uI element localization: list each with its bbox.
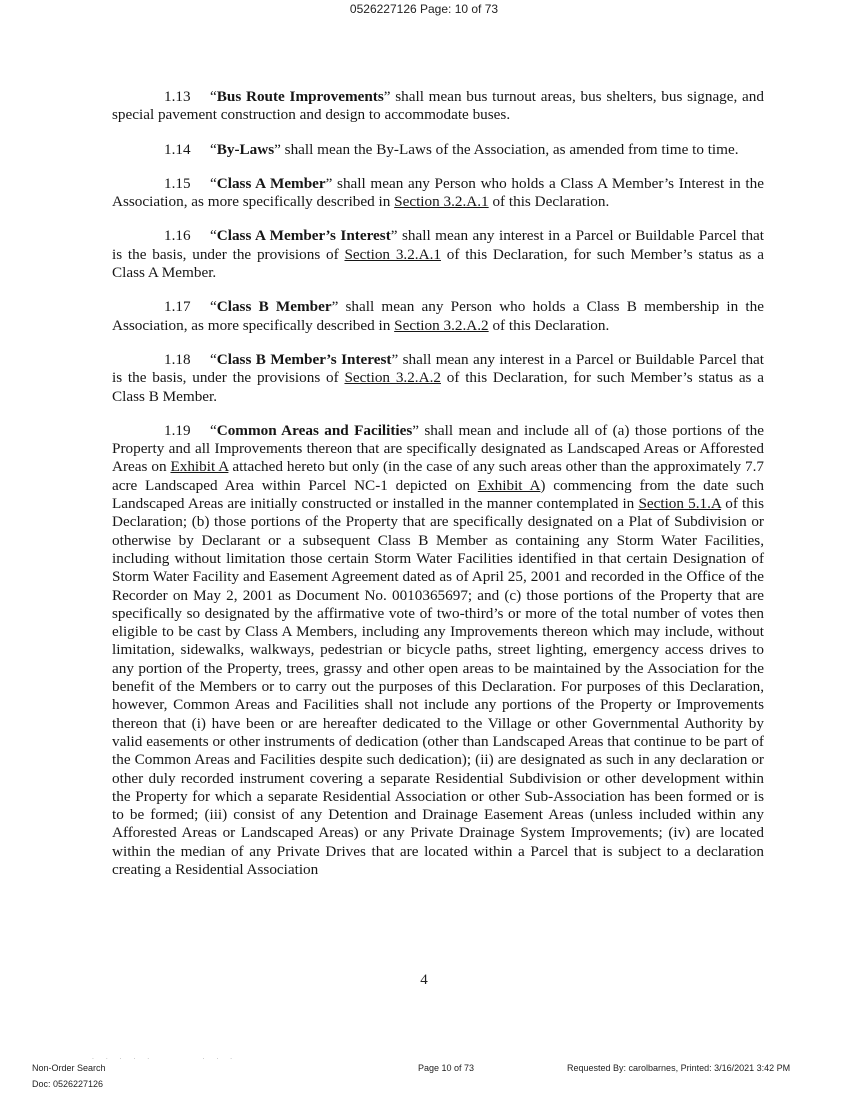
definition-text: ” shall mean and include all of (a) those portions of the Property and all Improvements thereon that are specifically designated as Landscaped Areas or Afforested Areas on — [112, 421, 764, 476]
document-body — [112, 88, 764, 895]
defined-term: By-Laws — [216, 140, 275, 158]
section-number: 1.14 — [164, 140, 191, 158]
definition-text: “ — [210, 350, 217, 368]
section-number: 1.19 — [164, 421, 191, 439]
defined-term: Class B Member’s Interest — [216, 350, 392, 368]
definition-text: “ — [210, 140, 217, 158]
section-number: 1.18 — [164, 350, 191, 368]
section-number: 1.16 — [164, 227, 191, 245]
definition-text: ” shall mean the By-Laws of the Association, as amended from time to time. — [274, 140, 739, 158]
document-page-header: 0526227126 Page: 10 of 73 — [349, 2, 499, 16]
definition-paragraph — [112, 88, 764, 125]
section-reference: Section 3.2.A.2 — [344, 369, 441, 387]
section-number: 1.17 — [164, 298, 191, 316]
definition-text: ” shall mean any interest in a Parcel or Buildable Parcel that is the basis, under the provisions of — [112, 227, 765, 263]
definition-text: ) commencing from the date such Landscaped Areas are initially constructed or installed in the manner contemplated in — [112, 476, 764, 513]
definition-paragraph — [112, 422, 764, 879]
section-reference: Exhibit A — [170, 458, 229, 476]
definition-text: “ — [210, 174, 217, 192]
definition-text: ” shall mean any Person who holds a Class B membership in the Association, as more specifically described in — [112, 298, 764, 334]
definition-paragraph — [112, 227, 764, 282]
section-number: 1.13 — [164, 88, 191, 105]
section-number: 1.15 — [164, 174, 191, 192]
defined-term: Common Areas and Facilities — [216, 421, 413, 439]
definition-text: of this Declaration; (b) those portions of the Property that are specifically designated on a Plat of Subdivision or otherwise by Declarant or a subsequent Class B Member as containing any Storm Water Facilities, including without limitation those certain Storm Water Facilities identified in that certain Designation of Storm Water Facility and Easement Agreement dated as of April 25, 2001 and recorded in the Office of the Recorder on May 2, 2001 as Document No. 0010365697; and (c) those portions of the Property that are specifically so designated by the affirmative vote of two-third’s or more of the total number of votes then eligible to be cast by Class A Members, including any Improvements thereon which may include, without limitation, sidewalks, walkways, pedestrian or bicycle paths, street lighting, emergency access drives to any portion of the Property, trees, grassy and other open areas to be maintained by the Association for the benefit of the Members or to carry out the purposes of this Declaration. For purposes of this Declaration, however, Common Areas and Facilities shall not include any portions of the Property or Improvements thereon that (i) have been or are hereafter dedicated to the Village or other Governmental Authority by valid easements or other instruments of dedication (other than Landscaped Areas that continue to be part of the Common Areas and Facilities despite such dedication); (ii) are designated as such in any declaration or other duly recorded instrument covering a separate Residential Subdivision or other development within the Property for which a separate Residential Association or other Sub-Association has been formed or is to be formed; (iii) consist of any Detention and Drainage Easement Areas (unless included within any Afforested Areas or Landscaped Areas) or any Private Drainage System Improvements; (iv) are located within the median of any Private Drives that are located within a Parcel that is subject to a declaration creating a Residential Association — [112, 495, 764, 878]
defined-term: Bus Route Improvements — [216, 88, 384, 105]
definition-paragraph — [112, 175, 764, 212]
section-reference: Section 3.2.A.1 — [394, 193, 489, 211]
scan-specks: . . . . . . . . — [92, 1054, 238, 1061]
definition-text: of this Declaration. — [488, 193, 610, 211]
definition-text: “ — [210, 421, 217, 439]
footer-requested-by: Requested By: carolbarnes, Printed: 3/16/2021 3:42 PM — [567, 1063, 791, 1073]
section-reference: Section 3.2.A.1 — [344, 245, 441, 263]
definition-text: ” shall mean any Person who holds a Class A Member’s Interest in the Association, as more specifically described in — [112, 174, 764, 211]
definition-paragraph — [112, 351, 764, 406]
definition-paragraph — [112, 298, 764, 335]
section-reference: Section 5.1.A — [638, 495, 722, 513]
definition-text: of this Declaration. — [488, 316, 610, 334]
defined-term: Class A Member’s Interest — [216, 227, 391, 245]
footer-search-type: Non-Order Search — [32, 1063, 106, 1073]
definition-text: of this Declaration, for such Member’s status as a Class A Member. — [112, 245, 764, 282]
footer-page-count: Page 10 of 73 — [418, 1063, 475, 1073]
definition-text: “ — [210, 227, 217, 245]
definition-text: of this Declaration, for such Member’s status as a Class B Member. — [112, 369, 764, 405]
definition-text: ” shall mean any interest in a Parcel or Buildable Parcel that is the basis, under the provisions of — [112, 350, 764, 387]
page-number: 4 — [420, 972, 428, 988]
section-reference: Section 3.2.A.2 — [394, 316, 489, 334]
section-reference: Exhibit A — [477, 476, 541, 494]
defined-term: Class A Member — [216, 174, 326, 192]
definition-text: “ — [210, 298, 217, 316]
definition-text: ” shall mean bus turnout areas, bus shelters, bus signage, and special pavement construction and design to accommodate buses. — [112, 88, 764, 124]
definition-text: “ — [210, 88, 217, 105]
definition-text: attached hereto but only (in the case of any such areas other than the approximately 7.7 acre Landscaped Area within Parcel NC-1 depicted on — [112, 458, 764, 494]
footer-doc-number: Doc: 0526227126 — [32, 1079, 104, 1089]
definition-paragraph — [112, 141, 764, 159]
defined-term: Class B Member — [216, 298, 332, 316]
